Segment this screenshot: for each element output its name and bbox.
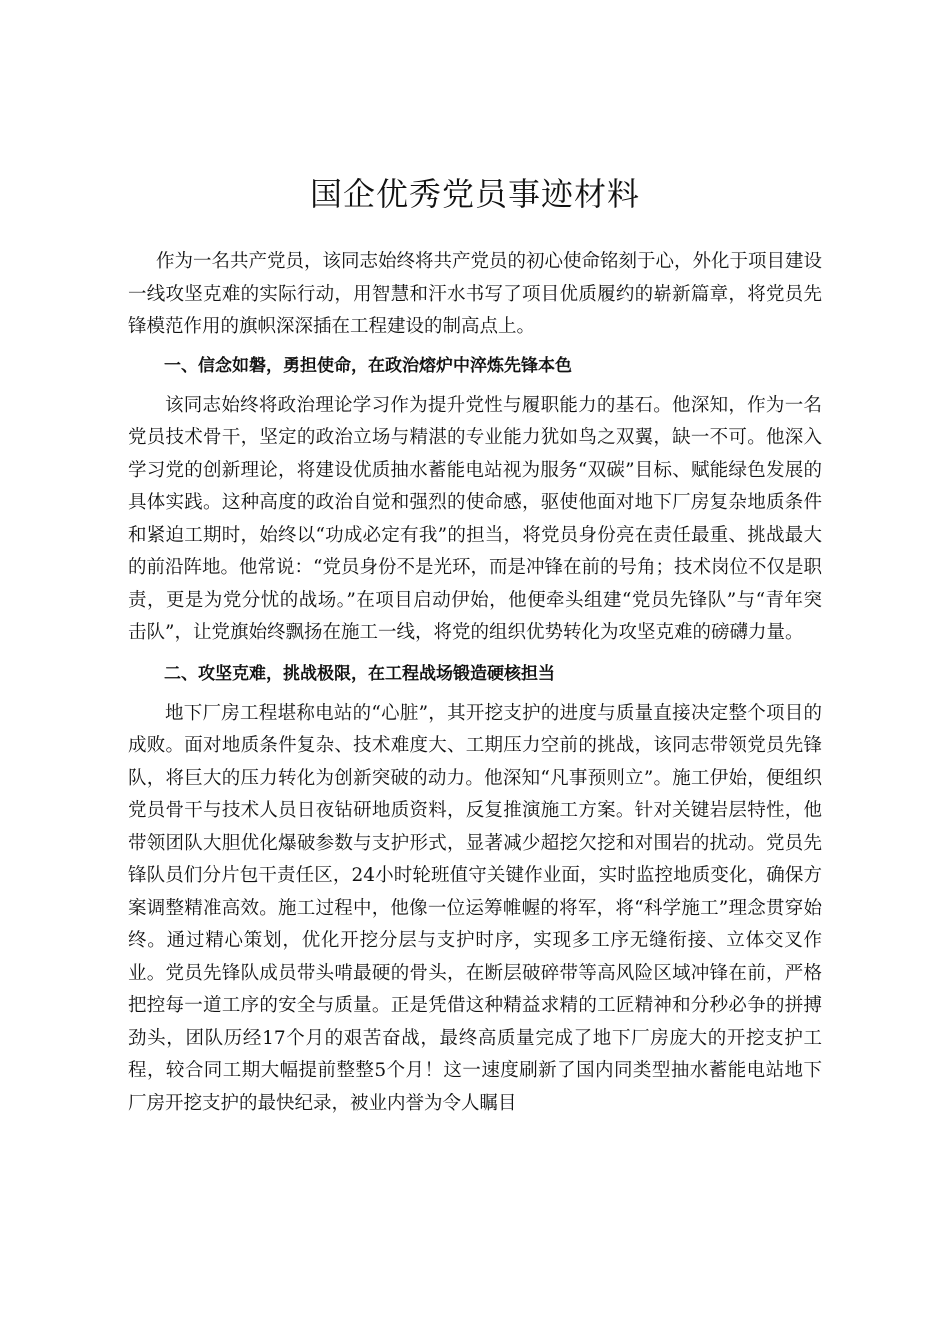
- section-heading-1: 一、信念如磐，勇担使命，在政治熔炉中淬炼先锋本色: [164, 355, 572, 376]
- section-paragraph-2: 地下厂房工程堪称电站的“心脏”，其开挖支护的进度与质量直接决定整个项目的成败。面对地质条件复杂、技术难度大、工期压力空前的挑战，该同志带领党员先锋队，将巨大的压力转化为创新突破的动力。他深知“凡事预则立”。施工伊始，便组织党员骨干与技术人员日夜钻研地质资料，反复推演施工方案。针对关键岩层特性，他带领团队大胆优化爆破参数与支护形式，显著减少超挖欠挖和对围岩的扰动。党员先锋队员们分片包干责任区，24小时轮班值守关键作业面，实时监控地质变化，确保方案调整精准高效。施工过程中，他像一位运筹帷幄的将军，将“科学施工”理念贯穿始终。通过精心策划，优化开挖分层与支护时序，实现多工序无缝衔接、立体交叉作业。党员先锋队成员带头啃最硬的骨头，在断层破碎带等高风险区域冲锋在前，严格把控每一道工序的安全与质量。正是凭借这种精益求精的工匠精神和分秒必争的拼搏劲头，团队历经17个月的艰苦奋战，最终高质量完成了地下厂房庞大的开挖支护工程，较合同工期大幅提前整整5个月！这一速度刷新了国内同类型抽水蓄能电站地下厂房开挖支护的最快纪录，被业内誉为令人瞩目: [128, 702, 822, 1114]
- document-body: [128, 246, 822, 1128]
- intro-paragraph: 作为一名共产党员，该同志始终将共产党员的初心使命铭刻于心，外化于项目建设一线攻坚克难的实际行动，用智慧和汗水书写了项目优质履约的崭新篇章，将党员先锋模范作用的旗帜深深插在工程建设的制高点上。: [128, 251, 823, 337]
- section-heading-2: 二、攻坚克难，挑战极限，在工程战场锻造硬核担当: [164, 663, 555, 684]
- section-paragraph-1: 该同志始终将政治理论学习作为提升党性与履职能力的基石。他深知，作为一名党员技术骨干，坚定的政治立场与精湛的专业能力犹如鸟之双翼，缺一不可。他深入学习党的创新理论，将建设优质抽水蓄能电站视为服务“双碳”目标、赋能绿色发展的具体实践。这种高度的政治自觉和强烈的使命感，驱使他面对地下厂房复杂地质条件和紧迫工期时，始终以“功成必定有我”的担当，将党员身份亮在责任最重、挑战最大的前沿阵地。他常说：“党员身份不是光环，而是冲锋在前的号角；技术岗位不仅是职责，更是为党分忧的战场。”在项目启动伊始，他便牵头组建“党员先锋队”与“青年突击队”，让党旗始终飘扬在施工一线，将党的组织优势转化为攻坚克难的磅礴力量。: [128, 394, 822, 643]
- page-title: 国企优秀党员事迹材料: [309, 175, 640, 213]
